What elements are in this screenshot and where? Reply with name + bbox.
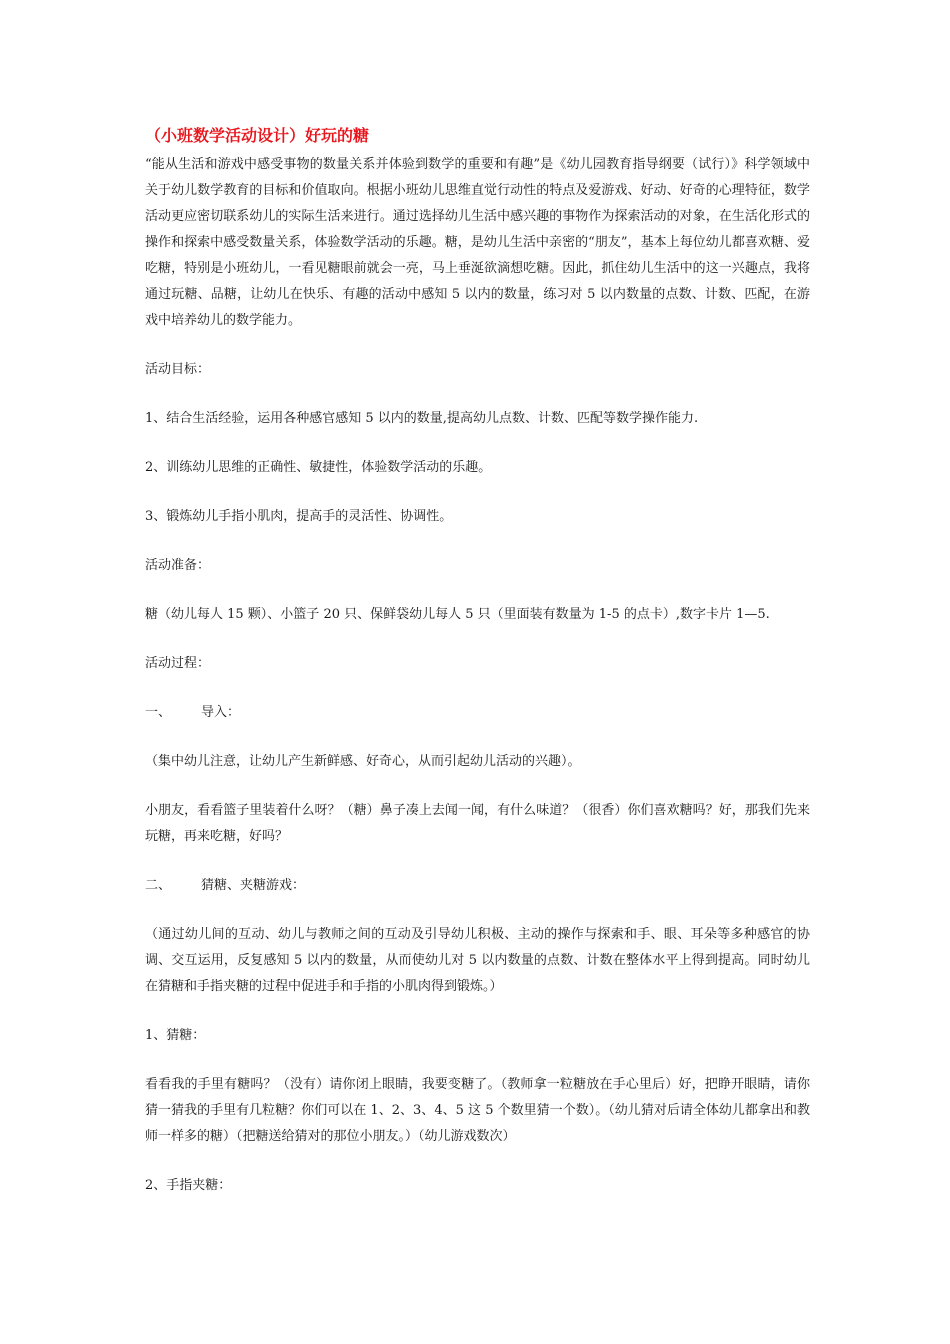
step-2-heading (145, 873, 810, 899)
sub-1-heading: 1、猜糖： (145, 1028, 206, 1043)
prep-heading: 活动准备： (145, 558, 211, 573)
step-1-text: 小朋友，看看篮子里装着什么呀？（糖）鼻子凑上去闻一闻，有什么味道？（很香）你们喜欢糖吗？好，那我们先来玩糖，再来吃糖，好吗？ (145, 803, 810, 844)
document-page (145, 120, 810, 1199)
sub-1-text: 看看我的手里有糖吗？（没有）请你闭上眼睛，我要变糖了。（教师拿一粒糖放在手心里后）好，把睁开眼睛，请你猜一猜我的手里有几粒糖？你们可以在 1、2、3、4、5 这 5 个数里猜一个数）。（幼儿猜对后请全体幼儿都拿出和教师一样多的糖）（把糖送给猜对的那位小朋友。）（幼儿游戏数次） (145, 1077, 810, 1144)
intro-paragraph: “能从生活和游戏中感受事物的数量关系并体验到数学的重要和有趣”是《幼儿园教育指导纲要（试行）》科学领域中关于幼儿数学教育的目标和价值取向。根据小班幼儿思维直觉行动性的特点及爱游戏、好动、好奇的心理特征，数学活动更应密切联系幼儿的实际生活来进行。通过选择幼儿生活中感兴趣的事物作为探索活动的对象，在生活化形式的操作和探索中感受数量关系，体验数学活动的乐趣。糖，是幼儿生活中亲密的“朋友”，基本上每位幼儿都喜欢糖、爱吃糖，特别是小班幼儿，一看见糖眼前就会一亮，马上垂涎欲滴想吃糖。因此，抓住幼儿生活中的这一兴趣点，我将通过玩糖、品糖，让幼儿在快乐、有趣的活动中感知 5 以内的数量，练习对 5 以内数量的点数、计数、匹配，在游戏中培养幼儿的数学能力。 (145, 157, 810, 328)
prep-text: 糖（幼儿每人 15 颗）、小篮子 20 只、保鲜袋幼儿每人 5 只（里面装有数量为 1-5 的点卡）,数字卡片 1—5. (145, 607, 770, 622)
goal-item-1: 1、结合生活经验，运用各种感官感知 5 以内的数量,提高幼儿点数、计数、匹配等数学操作能力. (145, 411, 699, 426)
document-title: （小班数学活动设计）好玩的糖 (145, 126, 370, 145)
step-2-note: （通过幼儿间的互动、幼儿与教师之间的互动及引导幼儿积极、主动的操作与探索和手、眼、耳朵等多种感官的协调、交互运用，反复感知 5 以内的数量，从而使幼儿对 5 以内数量的点数、计数在整体水平上得到提高。同时幼儿在猜糖和手指夹糖的过程中促进手和手指的小肌肉得到锻炼。） (145, 927, 810, 994)
step-1-number: 一、 (145, 705, 172, 720)
step-1-heading (145, 700, 810, 726)
step-2-label: 猜糖、夹糖游戏： (201, 878, 306, 893)
process-heading: 活动过程： (145, 656, 211, 671)
goal-item-2: 2、训练幼儿思维的正确性、敏捷性，体验数学活动的乐趣。 (145, 460, 492, 475)
step-1-label: 导入： (201, 705, 241, 720)
step-2-number: 二、 (145, 878, 172, 893)
sub-2-heading: 2、手指夹糖： (145, 1178, 232, 1193)
step-1-note: （集中幼儿注意，让幼儿产生新鲜感、好奇心，从而引起幼儿活动的兴趣）。 (145, 754, 581, 769)
goal-item-3: 3、锻炼幼儿手指小肌肉，提高手的灵活性、协调性。 (145, 509, 453, 524)
goals-heading: 活动目标： (145, 362, 211, 377)
